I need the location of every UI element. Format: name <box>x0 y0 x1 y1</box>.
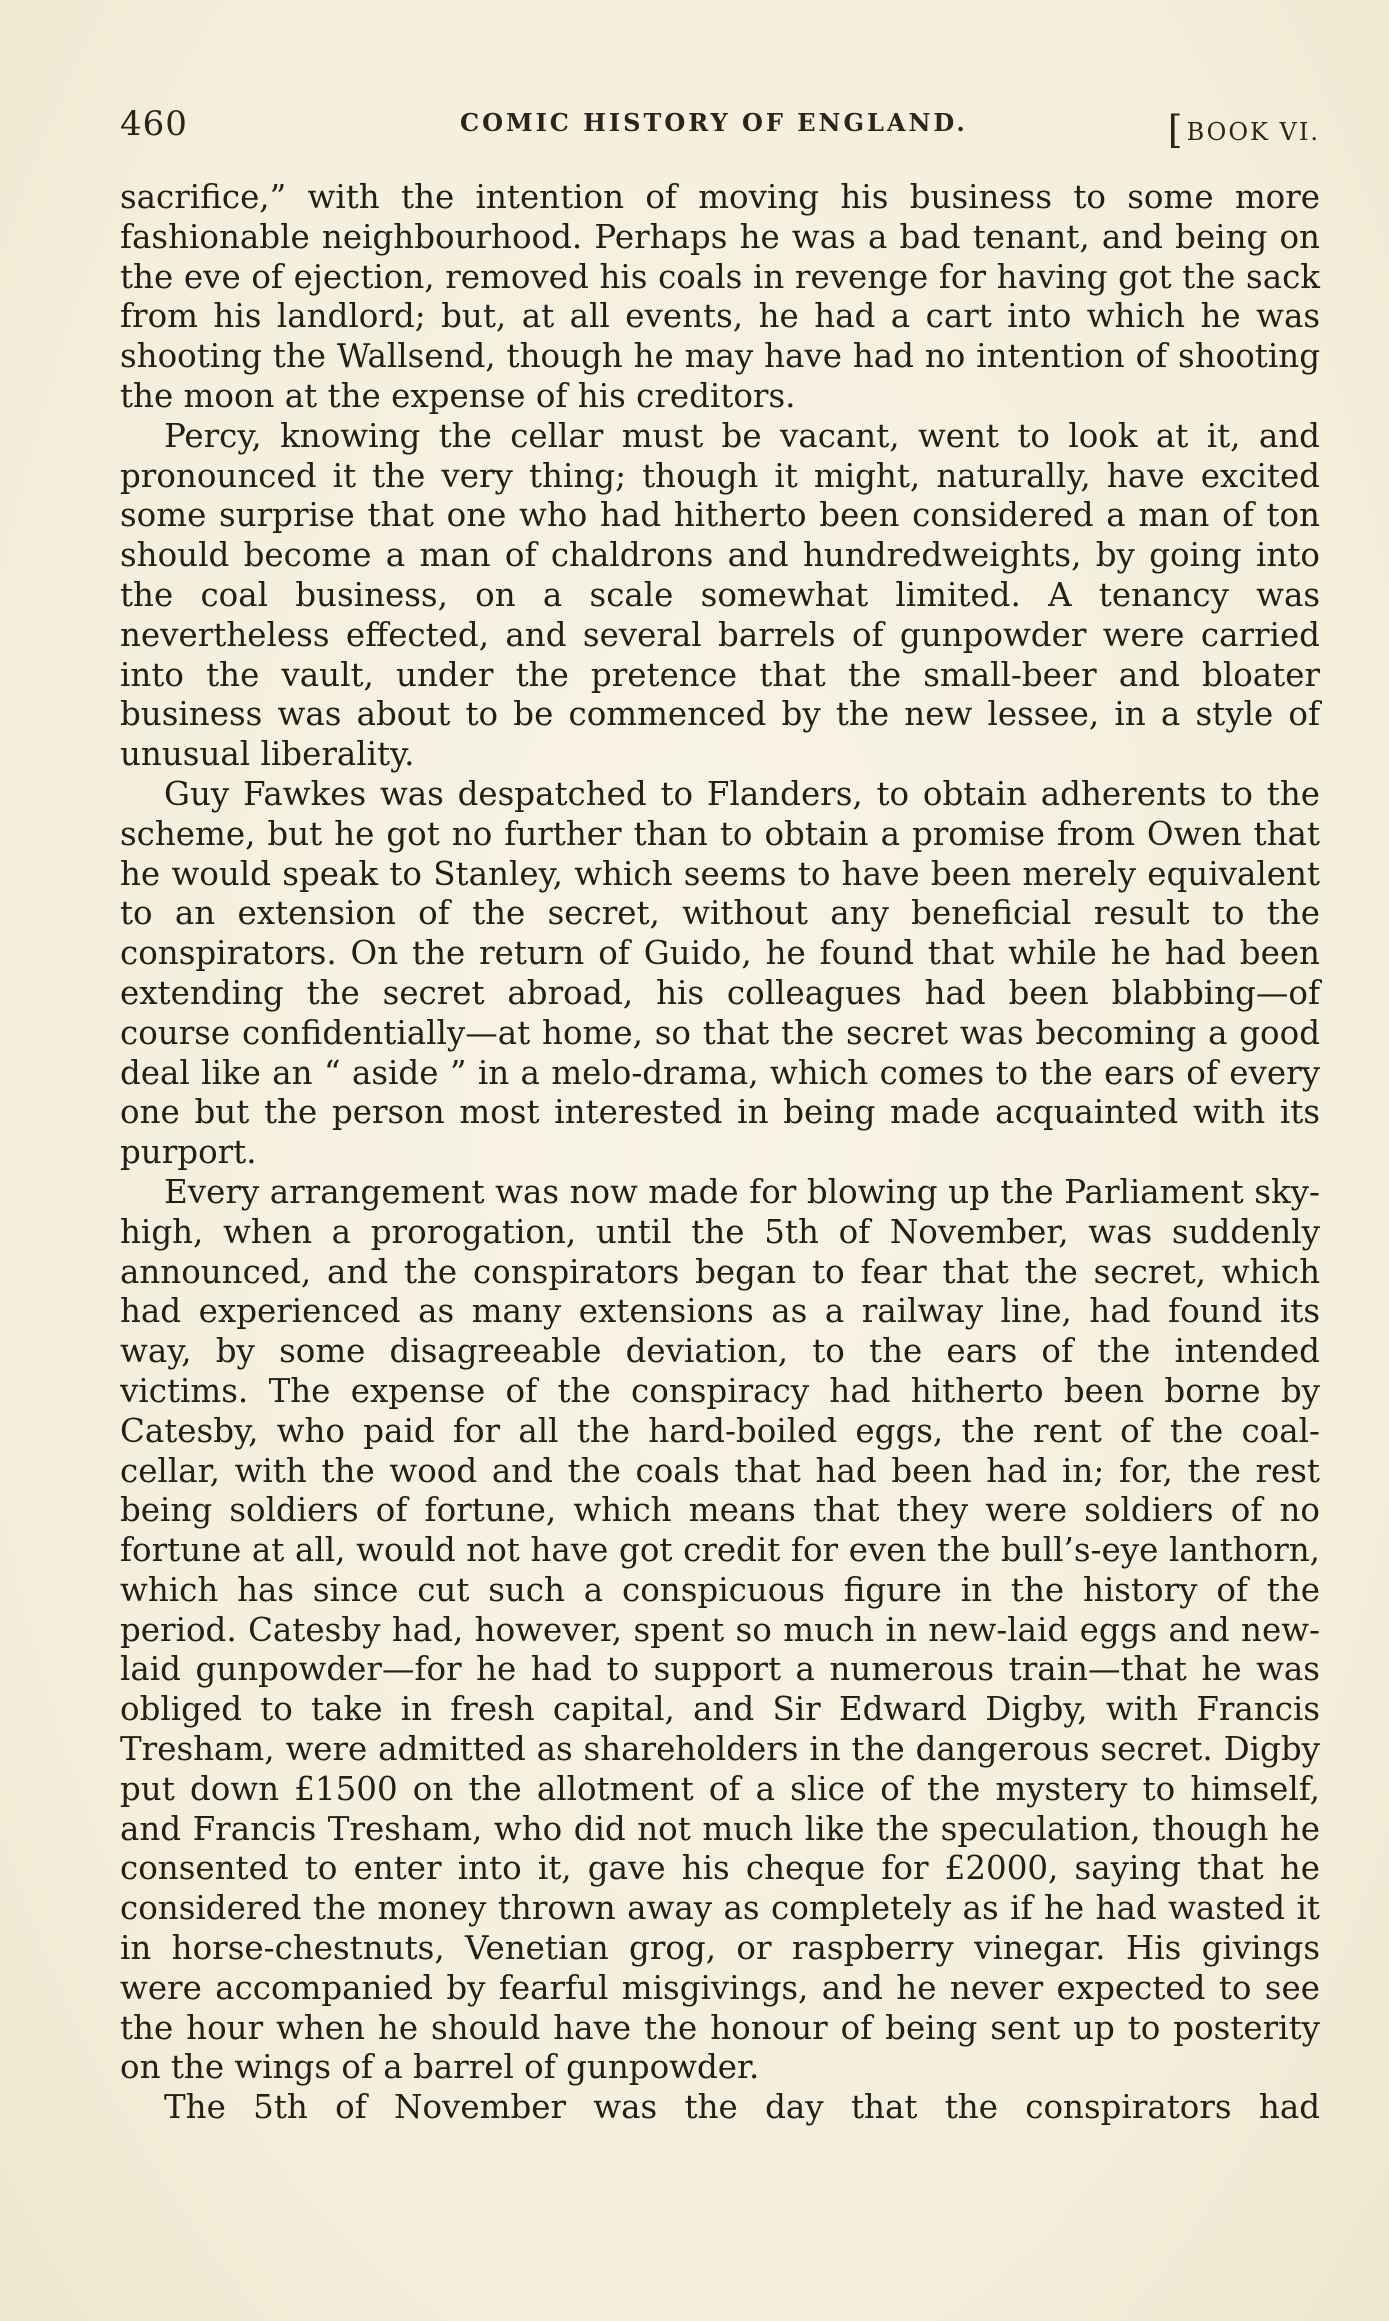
paragraph-2: Percy, knowing the cellar must be vacant, went to look at it, and pronounced it the very thing; though it might, naturally, have excited some surprise that one who had hitherto been considered a man of ton should become a man of chaldrons and hundredweights, by going into the coal business, on a scale somewhat limited. A tenancy was nevertheless effected, and several barrels of gunpowder were carried into the vault, under the pretence that the small-beer and bloater business was about to be commenced by the new lessee, in a style of unusual liberality. <box>120 416 1320 774</box>
body-text <box>120 178 1320 2128</box>
running-head <box>120 100 1320 150</box>
paragraph-1: sacrifice,” with the intention of moving his business to some more fashionable neighbourhood. Perhaps he was a bad tenant, and being on the eve of ejection, removed his coals in revenge for having got the sack from his landlord; but, at all events, he had a cart into which he was shooting the Wallsend, though he may have had no intention of shooting the moon at the expense of his creditors. <box>120 178 1320 415</box>
page-number: 460 <box>120 104 188 144</box>
paragraph-3: Guy Fawkes was despatched to Flanders, to obtain adherents to the scheme, but he got no further than to obtain a promise from Owen that he would speak to Stanley, which seems to have been merely equivalent to an extension of the secret, without any beneficial result to the conspirators. On the return of Guido, he found that while he had been extending the secret abroad, his colleagues had been blabbing—of course confidentially—at home, so that the secret was becoming a good deal like an “ aside ” in a melo-drama, which comes to the ears of every one but the person most interested in being made acquainted with its purport. <box>120 774 1320 1172</box>
paragraph-5: The 5th of November was the day that the conspirators had <box>164 2088 1320 2127</box>
running-title: COMIC HISTORY OF ENGLAND. <box>460 108 968 137</box>
book-label <box>1168 108 1320 152</box>
book-label-text: BOOK VI. <box>1186 118 1320 146</box>
paragraph-4: Every arrangement was now made for blowing up the Parliament sky-high, when a prorogation, until the 5th of November, was suddenly announced, and the conspirators began to fear that the secret, which had experienced as many extensions as a railway line, had found its way, by some disagreeable deviation, to the ears of the intended victims. The expense of the conspiracy had hitherto been borne by Catesby, who paid for all the hard-boiled eggs, the rent of the coal-cellar, with the wood and the coals that had been had in; for, the rest being soldiers of fortune, which means that they were soldiers of no fortune at all, would not have got credit for even the bull’s-eye lanthorn, which has since cut such a conspicuous figure in the history of the period. Catesby had, however, spent so much in new-laid eggs and new-laid gunpowder—for he had to support a numerous train—that he was obliged to take in fresh capital, and Sir Edward Digby, with Francis Tresham, were admitted as shareholders in the dangerous secret. Digby put down £1500 on the allotment of a slice of the mystery to himself, and Francis Tresham, who did not much like the speculation, though he consented to enter into it, gave his cheque for £2000, saying that he considered the money thrown away as completely as if he had wasted it in horse-chestnuts, Venetian grog, or raspberry vinegar. His givings were accompanied by fearful misgivings, and he never expected to see the hour when he should have the honour of being sent up to posterity on the wings of a barrel of gunpowder. <box>120 1172 1320 2087</box>
book-bracket: [ <box>1167 108 1185 152</box>
